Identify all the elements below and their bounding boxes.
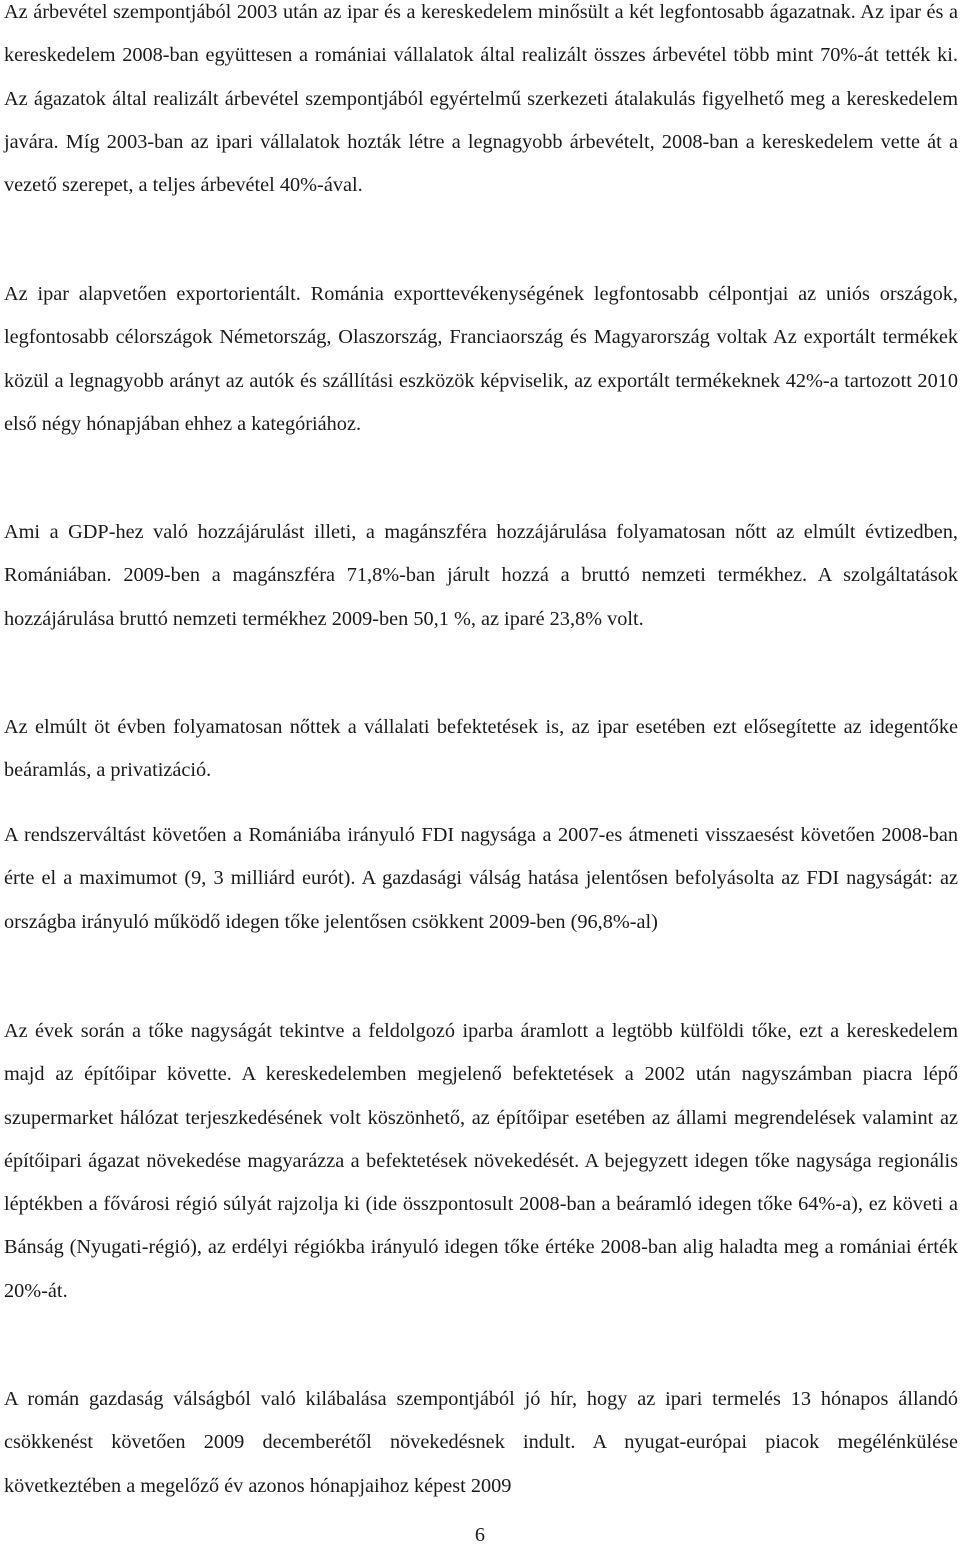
paragraph-fdi-volume: A rendszerváltást követően a Romániába irányuló FDI nagysága a 2007-es átmeneti visszaesést követően 2008-ban érte el a maximumot (9, 3 milliárd eurót). A gazdasági válság hatása jelentősen befolyásolta az FDI nagyságát: az országba irányuló működő idegen tőke jelentősen csökkent 2009-ben (96,8%-al) bbox=[4, 824, 958, 933]
paragraph-capital-by-sector: Az évek során a tőke nagyságát tekintve a feldolgozó iparba áramlott a legtöbb külföldi tőke, ezt a kereskedelem majd az építőipar követte. A kereskedelemben megjelenő befektetések a 2002 után nagyszámban piacra lépő szupermarket hálózat terjeszkedésének volt köszönhető, az építőipar esetében az állami megrendelések valamint az építőipari ágazat növekedése magyarázza a befektetések növekedését. A bejegyzett idegen tőke nagysága regionális léptékben a fővárosi régió súlyát rajzolja ki (ide összpontosult 2008-ban a beáramló idegen tőke 64%-a), ez követi a Bánság (Nyugati-régió), az erdélyi régiókba irányuló idegen tőke értéke 2008-ban alig haladta meg a romániai érték 20%-át. bbox=[4, 1020, 958, 1302]
paragraph-recovery: A román gazdaság válságból való kilábalása szempontjából jó hír, hogy az ipari termelés 13 hónapos állandó csökkenést követően 2009 decemberétől növekedésnek indult. A nyugat-európai piacok megélénkülése következtében a megelőző év azonos hónapjaihoz képest 2009 bbox=[4, 1388, 958, 1497]
page-number: 6 bbox=[474, 1524, 486, 1546]
paragraph-gdp-contribution: Ami a GDP-hez való hozzájárulást illeti, a magánszféra hozzájárulása folyamatosan nőtt az elmúlt évtizedben, Romániában. 2009-ben a magánszféra 71,8%-ban járult hozzá a bruttó nemzeti termékhez. A szolgáltatások hozzájárulása bruttó nemzeti termékhez 2009-ben 50,1 %, az iparé 23,8% volt. bbox=[4, 521, 958, 630]
paragraph-revenue-sectors: Az árbevétel szempontjából 2003 után az ipar és a kereskedelem minősült a két legfontosabb ágazatnak. Az ipar és a kereskedelem 2008-ban együttesen a romániai vállalatok által realizált összes árbevétel több mint 70%-át tették ki. Az ágazatok által realizált árbevétel szempontjából egyértelmű szerkezeti átalakulás figyelhető meg a kereskedelem javára. Míg 2003-ban az ipari vállalatok hozták létre a legnagyobb árbevételt, 2008-ban a kereskedelem vette át a vezető szerepet, a teljes árbevétel 40%-ával. bbox=[4, 1, 958, 197]
paragraph-export-orientation: Az ipar alapvetően exportorientált. Románia exporttevékenységének legfontosabb célpontjai az uniós országok, legfontosabb célországok Németország, Olaszország, Franciaország és Magyarország voltak Az exportált termékek közül a legnagyobb arányt az autók és szállítási eszközök képviselik, az exportált termékeknek 42%-a tartozott 2010 első négy hónapjában ehhez a kategóriához. bbox=[4, 283, 958, 435]
paragraph-corporate-investment: Az elmúlt öt évben folyamatosan nőttek a vállalati befektetések is, az ipar esetében ezt elősegítette az idegentőke beáramlás, a privatizáció. bbox=[4, 716, 958, 782]
